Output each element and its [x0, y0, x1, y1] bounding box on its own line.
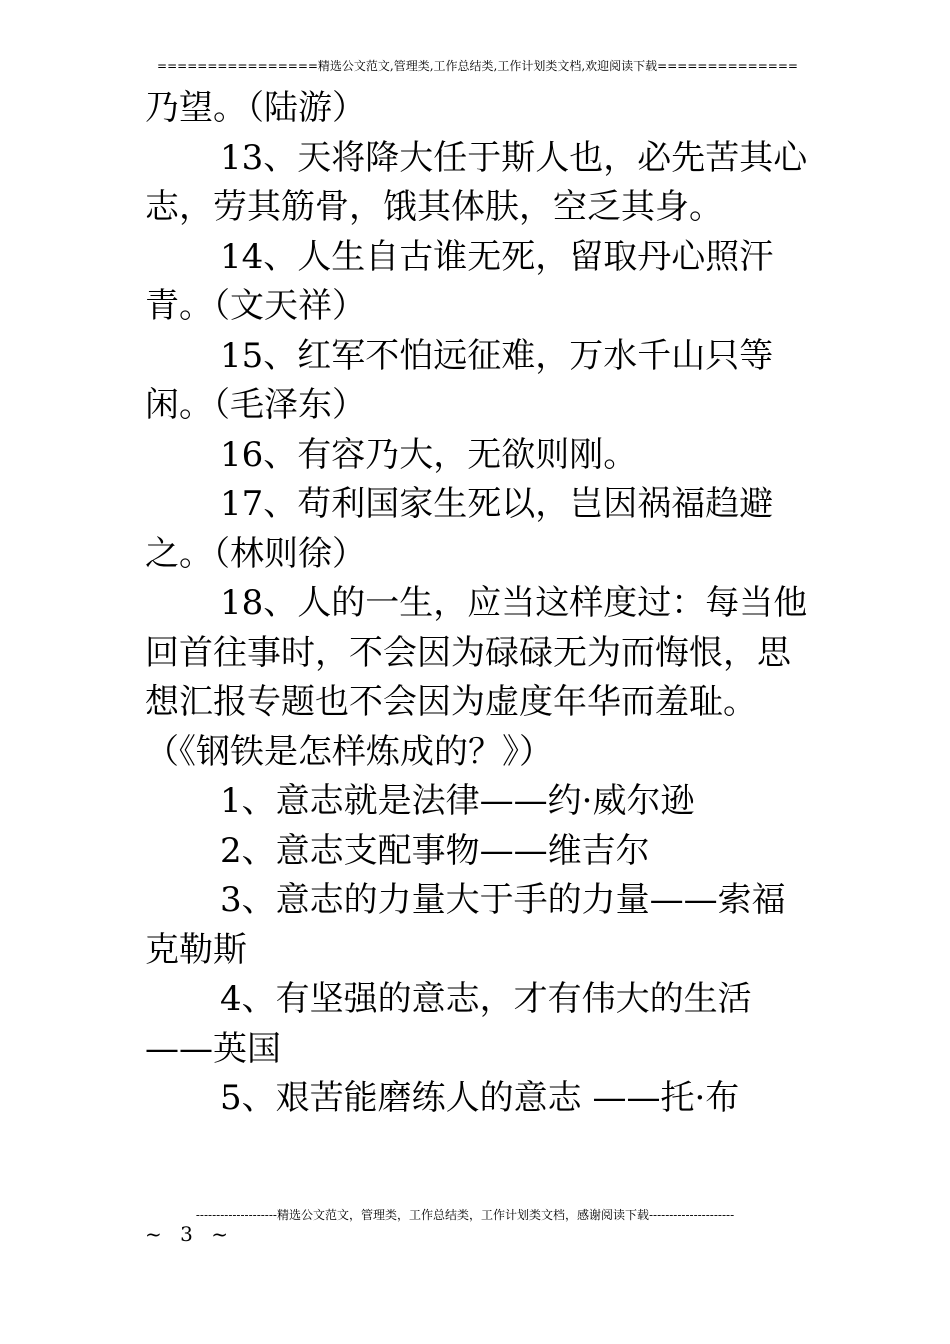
- paragraph: 13、天将降大任于斯人也，必先苦其心志，劳其筋骨，饿其体肤，空乏其身。: [145, 137, 808, 227]
- paragraph: 1、意志就是法律——约·威尔逊: [220, 781, 695, 821]
- document-body: [145, 84, 810, 1124]
- paragraph: 15、红军不怕远征难，万水千山只等闲。（毛泽东）: [145, 335, 774, 425]
- paragraph: 4、有坚强的意志，才有伟大的生活——英国: [145, 979, 752, 1069]
- page-header: ================精选公文范文,管理类,工作总结类,工作计划类文档,欢迎阅读下载==============: [157, 59, 798, 73]
- paragraph: 2、意志支配事物——维吉尔: [220, 830, 650, 871]
- page-number: ~ 3 ~: [145, 1222, 234, 1246]
- paragraph: 18、人的一生，应当这样度过：每当他回首往事时，不会因为碌碌无为而悔恨，思想汇报专题也不会因为虚度年华而羞耻。（《钢铁是怎样炼成的？》）: [145, 583, 808, 772]
- paragraph: 3、意志的力量大于手的力量——索福克勒斯: [145, 880, 786, 970]
- paragraph: 16、有容乃大，无欲则刚。: [220, 434, 638, 475]
- page-footer: --------------------精选公文范文，管理类，工作总结类，工作计划类文档，感谢阅读下载---------------------: [195, 1208, 735, 1222]
- paragraph: 17、苟利国家生死以，岂因祸福趋避之。（林则徐）: [145, 484, 774, 574]
- paragraph: 5、艰苦能磨练人的意志 ——托·布: [220, 1078, 740, 1118]
- paragraph: 乃望。（陆游）: [145, 88, 366, 128]
- paragraph: 14、人生自古谁无死，留取丹心照汗青。（文天祥）: [145, 236, 774, 326]
